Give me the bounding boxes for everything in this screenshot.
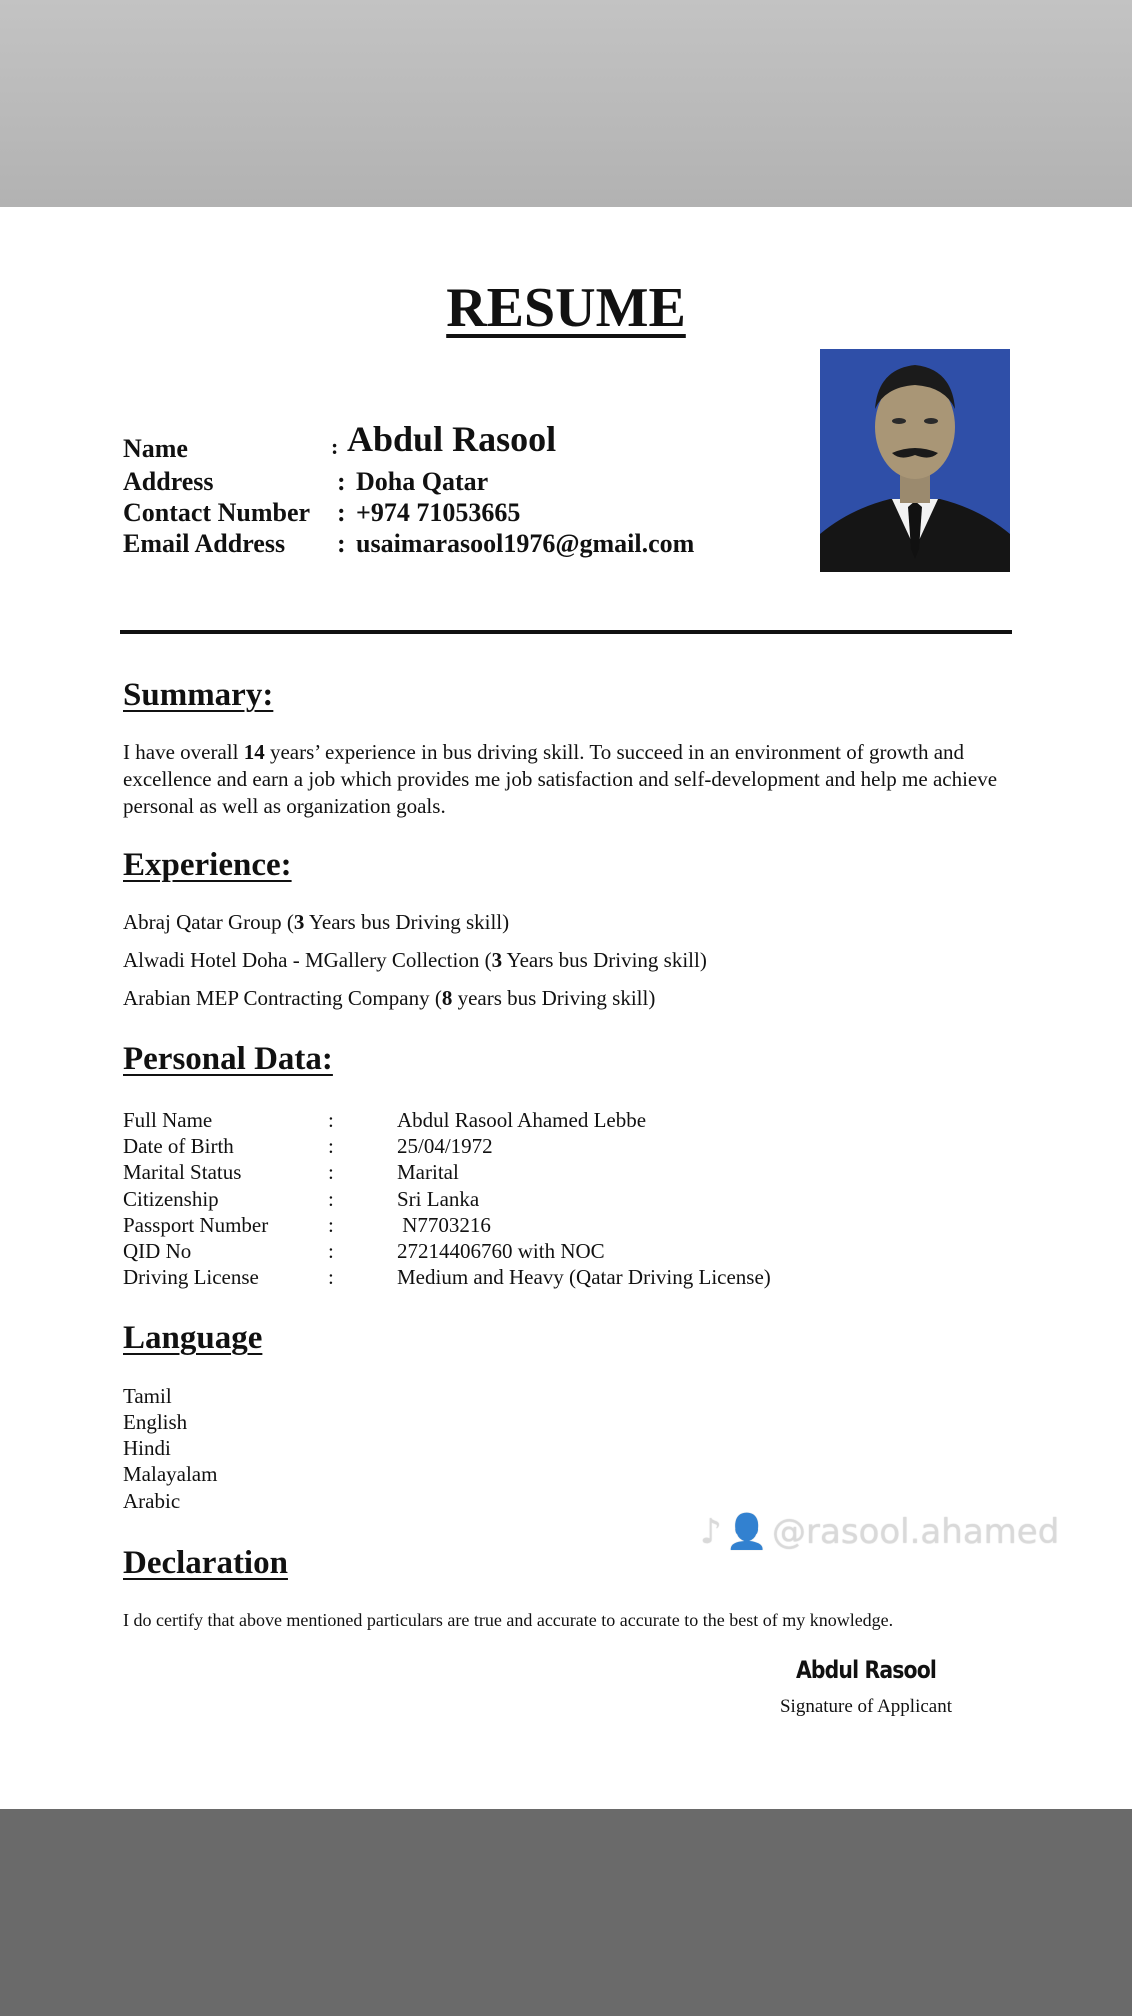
language-item: English [123, 1410, 188, 1434]
experience-item: Alwadi Hotel Doha - MGallery Collection (3 Years bus Driving skill) [123, 948, 707, 972]
declaration-text: I do certify that above mentioned particulars are true and accurate to accurate to the best of my knowledge. [123, 1610, 894, 1630]
experience-heading: Experience: [123, 847, 292, 883]
contact-colon: : [337, 498, 346, 527]
contact-label: Contact Number [123, 498, 311, 527]
language-item: Tamil [123, 1384, 172, 1408]
summary-text: I have overall 14 years’ experience in bus driving skill. To succeed in an environment of growth and excellence and earn a job which provides me job satisfaction and self-development and help me achieve personal as well as organization goals. [123, 740, 998, 818]
personal-data-heading: Personal Data: [123, 1041, 333, 1077]
tiktok-watermark [700, 1512, 1059, 1552]
experience-item: Abraj Qatar Group (3 Years bus Driving skill) [123, 910, 510, 934]
name-colon: : [331, 434, 339, 459]
applicant-signature: Abdul Rasool [795, 1656, 937, 1684]
email-colon: : [337, 529, 346, 558]
language-item: Arabic [123, 1489, 181, 1513]
applicant-photo [820, 349, 1010, 572]
contact-value: +974 71053665 [356, 498, 521, 527]
watermark-handle: @rasool.ahamed [772, 1512, 1060, 1552]
declaration-heading: Declaration [123, 1545, 288, 1581]
language-item: Malayalam [123, 1462, 218, 1486]
email-value: usaimarasool1976@gmail.com [356, 529, 695, 558]
summary-heading: Summary: [123, 677, 274, 713]
resume-title: RESUME [446, 277, 686, 339]
top-gray-band [0, 0, 1132, 207]
bottom-gray-band [0, 1809, 1132, 2016]
name-label: Name [123, 434, 188, 463]
experience-item: Arabian MEP Contracting Company (8 years bus Driving skill) [123, 986, 656, 1010]
address-colon: : [337, 467, 346, 496]
signature-caption: Signature of Applicant [779, 1696, 953, 1717]
address-value: Doha Qatar [356, 467, 489, 496]
email-label: Email Address [123, 529, 286, 558]
header-divider [120, 630, 1012, 634]
tiktok-icon: ♪ [700, 1512, 726, 1552]
language-item: Hindi [123, 1436, 171, 1460]
user-icon: 👤 [725, 1512, 773, 1552]
address-label: Address [123, 467, 214, 496]
name-value: Abdul Rasool [347, 419, 557, 459]
language-heading: Language [123, 1320, 263, 1356]
